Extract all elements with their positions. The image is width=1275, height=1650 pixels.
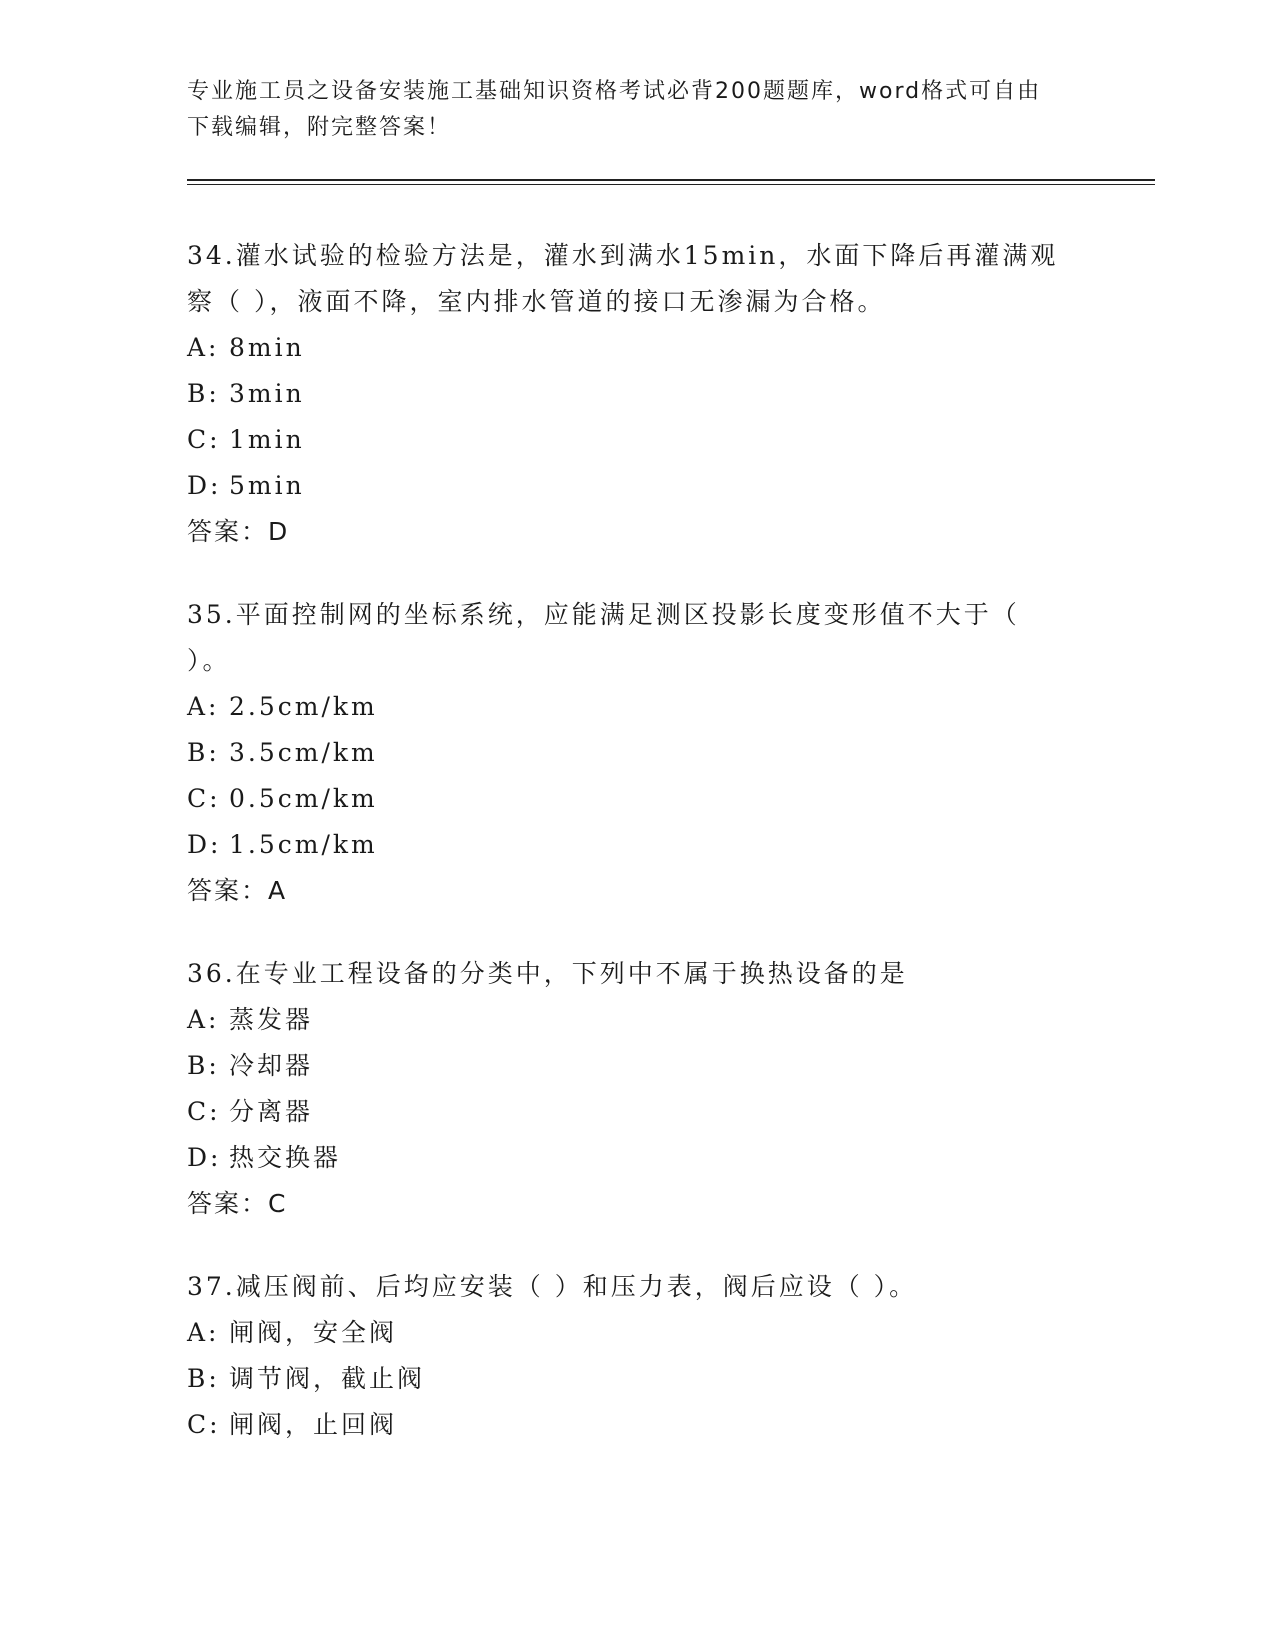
option-c [187, 1089, 1067, 1135]
option-text: 闸阀，安全阀 [229, 1318, 398, 1347]
question-stem: 34.灌水试验的检验方法是，灌水到满水15min，水面下降后再灌满观察（ ），液面不降，室内排水管道的接口无渗漏为合格。 [187, 241, 1059, 316]
header-divider [187, 179, 1155, 181]
question-list [187, 233, 1067, 1485]
option-text: 8min [229, 333, 305, 362]
option-letter: B: [187, 1051, 220, 1080]
question-stem: 36.在专业工程设备的分类中，下列中不属于换热设备的是 [187, 959, 908, 988]
option-b [187, 371, 1067, 417]
option-text: 5min [229, 471, 305, 500]
option-text: 1min [229, 425, 305, 454]
option-letter: C: [187, 1410, 221, 1439]
option-letter: B: [187, 379, 220, 408]
option-c [187, 776, 1067, 822]
option-letter: C: [187, 425, 221, 454]
option-letter: A: [187, 692, 220, 721]
option-d [187, 1135, 1067, 1181]
question-34 [187, 233, 1067, 555]
option-c [187, 1402, 1067, 1448]
question-35 [187, 592, 1067, 914]
option-letter: A: [187, 1005, 220, 1034]
question-36 [187, 951, 1067, 1227]
answer-line: 答案：A [187, 876, 288, 905]
option-b [187, 1043, 1067, 1089]
option-text: 3.5cm/km [229, 738, 378, 767]
document-header [187, 74, 1067, 146]
option-a [187, 325, 1067, 371]
option-text: 0.5cm/km [229, 784, 378, 813]
option-letter: C: [187, 1097, 221, 1126]
option-letter: A: [187, 1318, 220, 1347]
option-b [187, 730, 1067, 776]
option-letter: C: [187, 784, 221, 813]
option-d [187, 463, 1067, 509]
question-stem: 37.减压阀前、后均应安装（ ）和压力表，阀后应设（ ）。 [187, 1272, 918, 1301]
question-37 [187, 1264, 1067, 1448]
question-stem: 35.平面控制网的坐标系统，应能满足测区投影长度变形值不大于（ ）。 [187, 600, 1020, 675]
header-title-line-2: 下载编辑，附完整答案！ [187, 115, 452, 140]
answer-line: 答案：C [187, 1189, 288, 1218]
option-letter: D: [187, 471, 222, 500]
option-text: 3min [229, 379, 305, 408]
option-text: 分离器 [229, 1097, 314, 1126]
header-divider-thin [187, 184, 1155, 185]
option-letter: A: [187, 333, 220, 362]
option-text: 闸阀，止回阀 [229, 1410, 398, 1439]
option-text: 热交换器 [229, 1143, 342, 1172]
option-a [187, 997, 1067, 1043]
option-letter: B: [187, 738, 220, 767]
option-letter: B: [187, 1364, 220, 1393]
option-text: 1.5cm/km [229, 830, 378, 859]
option-letter: D: [187, 830, 222, 859]
option-d [187, 822, 1067, 868]
answer-line: 答案：D [187, 517, 290, 546]
option-text: 调节阀，截止阀 [229, 1364, 426, 1393]
option-letter: D: [187, 1143, 222, 1172]
option-text: 蒸发器 [229, 1005, 314, 1034]
option-a [187, 684, 1067, 730]
header-title-line-1: 专业施工员之设备安装施工基础知识资格考试必背200题题库，word格式可自由 [187, 79, 1042, 104]
option-text: 冷却器 [229, 1051, 314, 1080]
option-b [187, 1356, 1067, 1402]
option-a [187, 1310, 1067, 1356]
option-text: 2.5cm/km [229, 692, 378, 721]
option-c [187, 417, 1067, 463]
